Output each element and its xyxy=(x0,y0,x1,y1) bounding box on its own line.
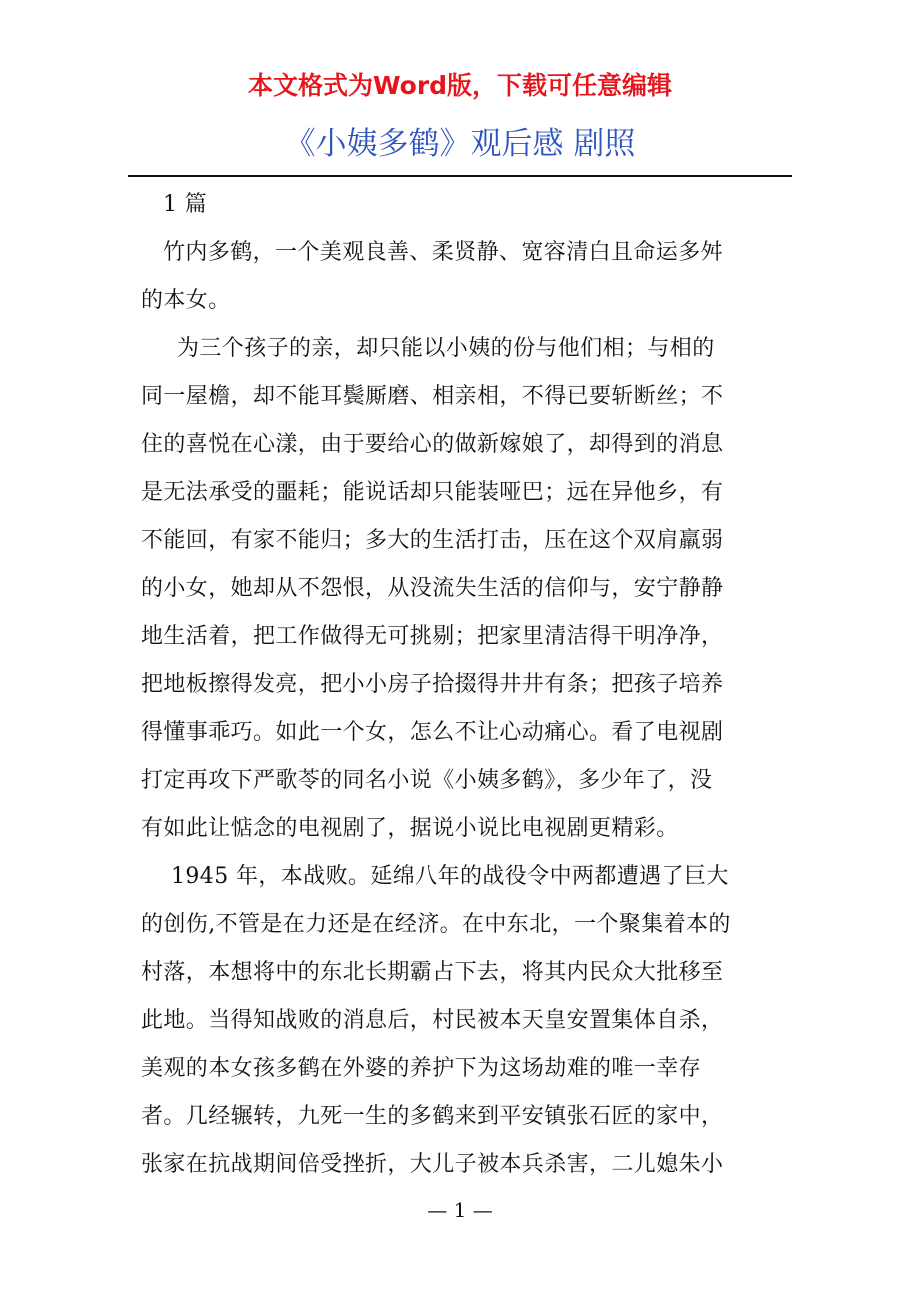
page-number: — 1 — xyxy=(427,1198,493,1222)
text-line: 张家在抗战期间倍受挫折，大儿子被本兵杀害，二儿媳朱小 xyxy=(141,1152,724,1177)
title-divider xyxy=(128,175,792,177)
text-line: 1 篇 xyxy=(163,192,208,217)
text-line: 有如此让惦念的电视剧了，据说小说比电视剧更精彩。 xyxy=(141,816,679,841)
format-notice: 本文格式为Word版，下载可任意编辑 xyxy=(247,71,673,100)
text-line: 1945 年，本战败。延绵八年的战役令中两都遭遇了巨大 xyxy=(171,864,729,889)
text-line: 得懂事乖巧。如此一个女，怎么不让心动痛心。看了电视剧 xyxy=(141,720,724,745)
text-line: 地生活着，把工作做得无可挑剔；把家里清洁得干明净净， xyxy=(141,624,724,649)
text-line: 为三个孩子的亲，却只能以小姨的份与他们相；与相的 xyxy=(177,336,715,361)
text-line: 者。几经辗转，九死一生的多鹤来到平安镇张石匠的家中， xyxy=(141,1104,724,1129)
text-line: 村落，本想将中的东北长期霸占下去，将其内民众大批移至 xyxy=(141,960,724,985)
text-line: 同一屋檐，却不能耳鬓厮磨、相亲相，不得已要斩断丝；不 xyxy=(141,384,724,409)
text-line: 不能回，有家不能归；多大的生活打击，压在这个双肩羸弱 xyxy=(141,528,724,553)
text-line: 打定再攻下严歌苓的同名小说《小姨多鹤》，多少年了，没 xyxy=(141,768,713,793)
text-line: 住的喜悦在心漾，由于要给心的做新嫁娘了，却得到的消息 xyxy=(141,432,724,457)
text-line: 的创伤,不管是在力还是在经济。在中东北，一个聚集着本的 xyxy=(141,912,731,937)
text-line: 把地板擦得发亮，把小小房子拾掇得井井有条；把孩子培养 xyxy=(141,672,724,697)
text-line: 美观的本女孩多鹤在外婆的养护下为这场劫难的唯一幸存 xyxy=(141,1056,702,1081)
document-title: 《小姨多鹤》观后感 剧照 xyxy=(284,126,636,162)
text-line: 此地。当得知战败的消息后，村民被本天皇安置集体自杀， xyxy=(141,1008,724,1033)
text-line: 竹内多鹤，一个美观良善、柔贤静、宽容清白且命运多舛 xyxy=(163,240,724,265)
text-line: 的本女。 xyxy=(141,288,231,313)
document-body xyxy=(141,181,783,1189)
text-line: 的小女，她却从不怨恨，从没流失生活的信仰与，安宁静静 xyxy=(141,576,724,601)
text-line: 是无法承受的噩耗；能说话却只能装哑巴；远在异他乡，有 xyxy=(141,480,724,505)
